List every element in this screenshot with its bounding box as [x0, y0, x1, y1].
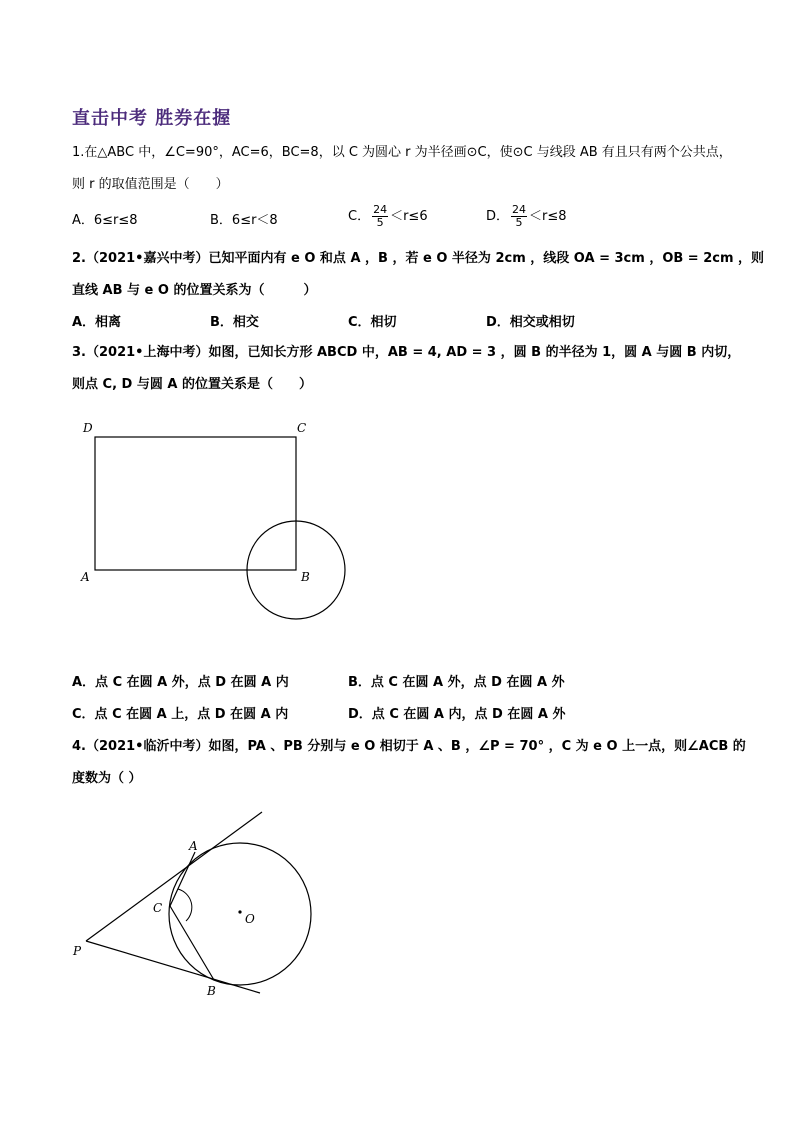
label-o: O	[245, 912, 255, 926]
q2-text-line2: 直线 AB 与 e O 的位置关系为（ ）	[72, 283, 317, 298]
section-heading: 直击中考 胜券在握	[72, 108, 232, 129]
label-b: B	[301, 570, 310, 584]
q1-option-a: A．6≤r≤8	[72, 213, 138, 228]
label-a: A	[189, 839, 198, 853]
q3-option-c: C．点 C 在圆 A 上，点 D 在圆 A 内	[72, 707, 289, 722]
label-p: P	[73, 944, 82, 958]
q1-option-c-prefix: C．	[348, 209, 371, 224]
label-d: D	[83, 421, 93, 435]
q4-text-line1: 4.（2021•临沂中考）如图，PA 、PB 分别与 e O 相切于 A 、B ，∠P = 70° ，C 为 e O 上一点，则∠ACB 的	[72, 739, 746, 754]
q3-option-b: B．点 C 在圆 A 外，点 D 在圆 A 外	[348, 675, 565, 690]
label-a: A	[81, 570, 90, 584]
q1-option-d-suffix: ＜r≤8	[529, 209, 567, 224]
q3-text-line2: 则点 C, D 与圆 A 的位置关系是（ ）	[72, 377, 312, 392]
q2-option-d: D．相交或相切	[486, 315, 575, 330]
q2-option-b: B．相交	[210, 315, 259, 330]
q3-option-a: A．点 C 在圆 A 外，点 D 在圆 A 内	[72, 675, 289, 690]
chord-cb	[170, 906, 214, 980]
q2-option-a: A．相离	[72, 315, 122, 330]
center-dot-o	[238, 910, 241, 913]
q3-option-d: D．点 C 在圆 A 内，点 D 在圆 A 外	[348, 707, 566, 722]
q1-text-line1: 1.在△ABC 中，∠C=90°，AC=6，BC=8，以 C 为圆心 r 为半径画⊙C，使⊙C 与线段 AB 有且只有两个公共点，	[72, 145, 732, 160]
label-c: C	[297, 421, 307, 435]
q1-option-c-suffix: ＜r≤6	[390, 209, 428, 224]
q1-option-b: B．6≤r＜8	[210, 213, 278, 228]
q1-option-d-denominator: 5	[515, 216, 523, 229]
q1-option-d-prefix: D．	[486, 209, 510, 224]
q1-option-c-numerator: 24	[373, 203, 388, 216]
q1-option-c-denominator: 5	[376, 216, 384, 229]
chord-ca	[170, 852, 195, 906]
q1-option-d-numerator: 24	[512, 203, 527, 216]
q2-text-line1: 2.（2021•嘉兴中考）已知平面内有 e O 和点 A ，B ，若 e O 半径为 2cm ，线段 OA = 3cm ，OB = 2cm ，则	[72, 251, 765, 266]
label-c: C	[153, 901, 163, 915]
q3-text-line1: 3.（2021•上海中考）如图，已知长方形 ABCD 中，AB = 4, AD = 3 ，圆 B 的半径为 1，圆 A 与圆 B 内切，	[72, 345, 741, 360]
q2-option-c: C．相切	[348, 315, 397, 330]
angle-acb-arc	[178, 889, 192, 921]
q4-text-line2: 度数为（ ）	[72, 771, 142, 786]
tangent-line-pa	[86, 812, 262, 941]
q1-text-line2: 则 r 的取值范围是（ ）	[72, 177, 229, 192]
label-b: B	[207, 984, 216, 998]
